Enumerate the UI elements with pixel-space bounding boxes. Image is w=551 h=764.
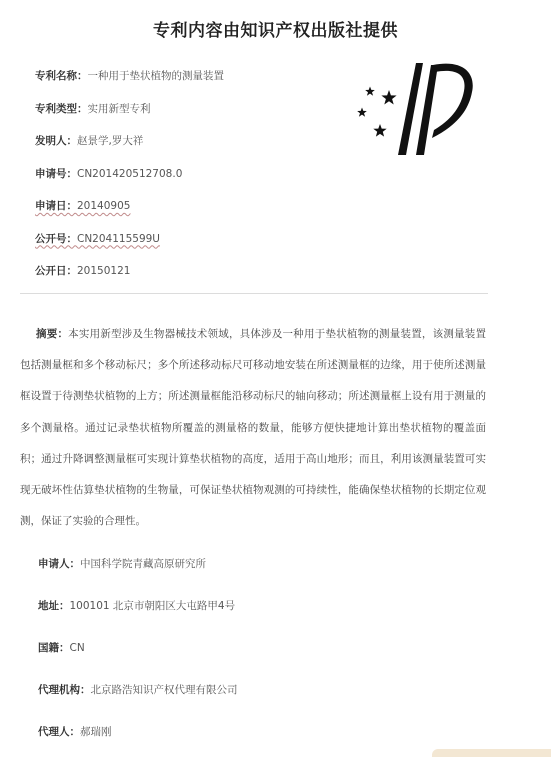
applicant-row bbox=[38, 554, 498, 575]
applicant-value: 中国科学院青藏高原研究所 bbox=[80, 558, 206, 570]
medium-star-icon bbox=[373, 124, 386, 137]
patent-type-value: 实用新型专利 bbox=[87, 102, 151, 115]
applicant-label: 申请人： bbox=[38, 558, 80, 570]
nationality-row bbox=[38, 638, 498, 659]
address-value: 100101 北京市朝阳区大屯路甲4号 bbox=[69, 600, 236, 612]
floating-panel-tab[interactable] bbox=[432, 749, 551, 757]
applicant-info bbox=[38, 554, 498, 764]
agent-row bbox=[38, 722, 498, 743]
nationality-label: 国籍： bbox=[38, 642, 70, 654]
patent-type-label: 专利类型： bbox=[35, 102, 88, 115]
logo-bowl bbox=[432, 64, 473, 138]
abstract-label: 摘要： bbox=[36, 328, 69, 340]
patent-type-row bbox=[35, 99, 355, 119]
address-row bbox=[38, 596, 498, 617]
application-number-row bbox=[35, 164, 355, 184]
publication-date-value: 20150121 bbox=[77, 265, 131, 277]
inventor-row bbox=[35, 131, 355, 151]
inventor-label: 发明人： bbox=[35, 135, 77, 147]
publication-number-label: 公开号： bbox=[35, 232, 77, 245]
application-date-value: 20140905 bbox=[77, 200, 131, 212]
inventor-value: 赵景学,罗大祥 bbox=[77, 135, 144, 147]
small-star-icon bbox=[365, 87, 375, 96]
publication-number-value: CN204115599U bbox=[77, 232, 160, 245]
patent-metadata bbox=[35, 66, 355, 294]
patent-name-row bbox=[35, 66, 355, 86]
patent-name-label: 专利名称： bbox=[35, 70, 88, 82]
small-star-icon bbox=[357, 108, 367, 117]
agent-label: 代理人： bbox=[38, 726, 80, 738]
cnipa-logo-icon bbox=[352, 58, 476, 158]
agency-value: 北京路浩知识产权代理有限公司 bbox=[90, 684, 238, 696]
application-number-label: 申请号： bbox=[35, 167, 77, 180]
agency-label: 代理机构： bbox=[38, 684, 91, 696]
address-label: 地址： bbox=[38, 600, 70, 612]
agent-value: 郝瑞刚 bbox=[80, 726, 112, 738]
publication-number-row bbox=[35, 229, 355, 249]
patent-name-value: 一种用于垫状植物的测量装置 bbox=[87, 70, 224, 82]
application-number-value: CN201420512708.0 bbox=[77, 167, 183, 180]
agency-row bbox=[38, 680, 498, 701]
publication-date-row bbox=[35, 261, 355, 281]
nationality-value: CN bbox=[69, 642, 85, 654]
application-date-label: 申请日： bbox=[35, 200, 77, 212]
large-star-icon bbox=[381, 90, 396, 105]
page-title: 专利内容由知识产权出版社提供 bbox=[153, 21, 398, 41]
application-date-row bbox=[35, 196, 355, 216]
abstract-section bbox=[20, 319, 486, 537]
abstract-text: 本实用新型涉及生物器械技术领域，具体涉及一种用于垫状植物的测量装置，该测量装置包括测量框和多个移动标尺；多个所述移动标尺可移动地安装在所述测量框的边缘，用于使所述测量框设置于待测垫状植物的上方；所述测量框能沿移动标尺的轴向移动；所述测量框上设有用于测量的多个测量格。通过记录垫状植物所覆盖的测量格的数量，能够方便快捷地计算出垫状植物的覆盖面积；通过升降调整测量框可实现计算垫状植物的高度，适用于高山地形；而且，利用该测量装置可实现无破坏性估算垫状植物的生物量，可保证垫状植物观测的可持续性，能确保垫状植物的长期定位观测，保证了实验的合理性。 bbox=[20, 328, 487, 528]
section-divider bbox=[20, 293, 488, 294]
publication-date-label: 公开日： bbox=[35, 265, 77, 277]
